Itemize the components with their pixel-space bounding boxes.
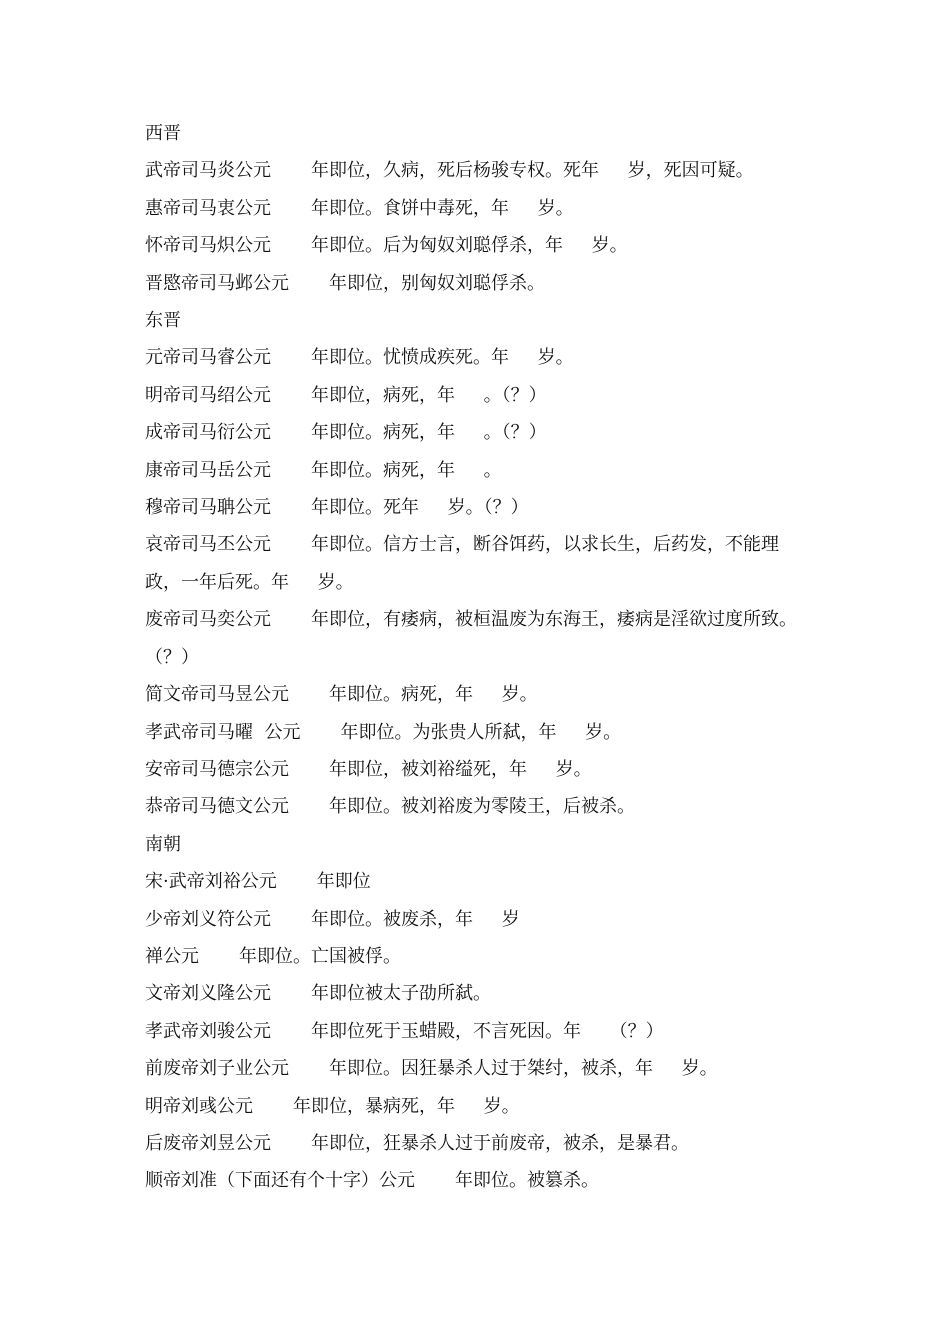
text-line: 武帝司马炎公元 年即位，久病，死后杨骏专权。死年 岁，死因可疑。 (145, 160, 754, 182)
text-line: 前废帝刘子业公元 年即位。因狂暴杀人过于桀纣，被杀，年 岁。 (145, 1058, 718, 1080)
text-line: 怀帝司马炽公元 年即位。后为匈奴刘聪俘杀，年 岁。 (145, 235, 628, 257)
text-line: 晋愍帝司马邺公元 年即位，别匈奴刘聪俘杀。 (145, 272, 546, 294)
text-line: 穆帝司马聃公元 年即位。死年 岁。（？） (145, 497, 529, 519)
text-line: （？） (145, 646, 199, 668)
text-line: 成帝司马衍公元 年即位。病死，年 。（？） (145, 422, 547, 444)
section-heading-eastern-jin: 东晋 (145, 310, 181, 332)
text-line: 康帝司马岳公元 年即位。病死，年 。 (145, 459, 502, 481)
text-line: 哀帝司马丕公元 年即位。信方士言，断谷饵药，以求长生，后药发，不能理 (145, 534, 780, 556)
text-line: 禅公元 年即位。亡国被俘。 (145, 945, 402, 967)
section-heading-western-jin: 西晋 (145, 123, 181, 144)
document-body (145, 115, 815, 1200)
text-line: 简文帝司马昱公元 年即位。病死，年 岁。 (145, 684, 538, 706)
text-line: 少帝刘义符公元 年即位。被废杀，年 岁 (145, 908, 520, 930)
text-line: 废帝司马奕公元 年即位，有痿病，被桓温废为东海王，痿病是淫欲过度所致。 (145, 609, 798, 631)
text-line: 孝武帝司马曜 公元 年即位。为张贵人所弑，年 岁。 (145, 721, 622, 743)
text-line: 政，一年后死。年 岁。 (145, 571, 354, 593)
text-line: 惠帝司马衷公元 年即位。食饼中毒死，年 岁。 (145, 197, 574, 219)
text-line: 恭帝司马德文公元 年即位。被刘裕废为零陵王，后被杀。 (145, 796, 636, 818)
text-line: 顺帝刘准（下面还有个十字）公元 年即位。被篡杀。 (145, 1170, 600, 1192)
text-line: 后废帝刘昱公元 年即位，狂暴杀人过于前废帝，被杀，是暴君。 (145, 1132, 690, 1154)
text-line: 孝武帝刘骏公元 年即位死于玉蜡殿，不言死因。年 （？） (145, 1020, 664, 1042)
text-line: 安帝司马德宗公元 年即位，被刘裕缢死，年 岁。 (145, 758, 592, 780)
text-line: 宋·武帝刘裕公元 年即位 (145, 871, 371, 893)
text-line: 文帝刘义隆公元 年即位被太子劭所弑。 (145, 983, 492, 1005)
text-line: 明帝刘彧公元 年即位，暴病死，年 岁。 (145, 1095, 520, 1117)
text-line: 元帝司马睿公元 年即位。忧愤成疾死。年 岁。 (145, 347, 574, 369)
text-line: 明帝司马绍公元 年即位，病死，年 。（？） (145, 384, 547, 406)
section-heading-southern-dynasties: 南朝 (145, 833, 181, 855)
